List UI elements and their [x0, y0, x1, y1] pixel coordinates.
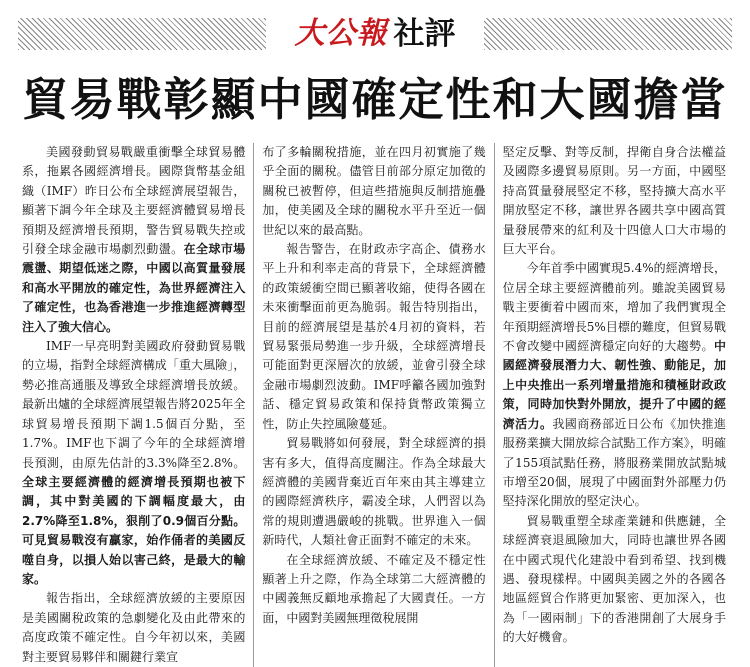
text-run: 貿易戰將如何發展，對全球經濟的損害有多大，值得高度關注。作為全球最大經濟體的美國背棄近百年來由其主導建立的國際經濟秩序，霸凌全球，人們習以為常的規則遭遇嚴峻的挑戰。世界進入一個新時代，人類社會正面對不確定的未來。 — [262, 436, 486, 548]
article-column-2 — [253, 143, 493, 667]
text-run: 我國商務部近日公布《加快推進服務業擴大開放綜合試點工作方案》，明確了155項試點任務，將服務業開放試點城市增至20個，展現了中國面對外部壓力仍堅持深化開放的堅定決心。 — [502, 416, 726, 509]
article-column-3 — [494, 143, 734, 667]
article-body — [14, 143, 734, 667]
text-run: 在全球經濟放緩、不確定及不穩定性顯著上升之際，作為全球第二大經濟體的中國義無反顧地承擔起了大國責任。一方面，中國對美國無理徵稅展開 — [262, 552, 486, 625]
paragraph — [503, 259, 726, 511]
text-run: 今年首季中國實現5.4%的經濟增長，位居全球主要經濟體前列。雖說美國貿易戰主要衝着中國而來，增加了我們實現全年預期經濟增長5%目標的難度，但貿易戰不會改變中國經濟穩定向好的大趨勢。 — [502, 261, 726, 354]
paragraph — [22, 337, 245, 589]
paragraph — [22, 589, 245, 667]
text-run: IMF一早亮明對美國政府發動貿易戰的立場，指對全球經濟構成「重大風險」，勢必推高通脹及導致全球經濟增長放緩。最新出爐的全球經濟展望報告將2025年全球貿易增長預期下調1.5個百分點，至1.7%。IMF也下調了今年的全球經濟增長預測，由原先估計的3.3%降至2.8%。 — [22, 339, 246, 470]
paragraph — [22, 143, 245, 337]
newspaper-logo: 大公報 — [294, 16, 388, 51]
text-run: 貿易戰重塑全球產業鏈和供應鏈，全球經濟衰退風險加大，同時也讓世界各國在中國式現代化建設中看到希望、找到機遇、發現樣桿。中國與美國之外的各國各地區經貿合作將更加緊密、更加深入，也為「一國兩制」下的香港開創了大展身手的大好機會。 — [502, 513, 726, 645]
paragraph — [503, 143, 726, 259]
bold-text-run: 中國經濟發展潛力大、韌性強、動能足，加上中央推出一系列增量措施和積極財政政策，同時加快對外開放，提升了中國的經濟活力。 — [502, 339, 726, 431]
paragraph — [262, 143, 485, 240]
bold-text-run: 在全球市場震盪、期望低迷之際，中國以高質量發展和高水平開放的確定性，為世界經濟注入了確定性，也為香港進一步推進經濟轉型注入了強大信心。 — [22, 242, 246, 334]
section-title: 社評 — [393, 16, 456, 52]
paragraph — [262, 240, 485, 434]
article-headline: 貿易戰彰顯中國確定性和大國擔當 — [22, 73, 728, 126]
editorial-masthead — [18, 12, 732, 56]
article-column-1 — [14, 143, 253, 667]
text-run: 報告警告，在財政赤字高企、債務水平上升和利率走高的背景下，全球經濟體的政策緩衝空間已顯著收縮，使得各國在未來衝擊面前更為脆弱。報告特別指出，目前的經濟展望是基於4月初的資料，若貿易緊張局勢進一步升級，全球經濟增長可能面對更深層次的放緩，並會引發全球金融市場劇烈波動。IMF呼籲各國加強對話、穩定貿易政策和保持貨幣政策獨立性，防止失控風險蔓延。 — [262, 242, 486, 431]
paragraph — [503, 512, 726, 648]
paragraph — [262, 551, 485, 629]
text-run: 美國發動貿易戰嚴重衝擊全球貿易體系，拖累各國經濟增長。國際貨幣基金組織（IMF）昨日公布全球經濟展望報告，顯著下調今年全球及主要經濟體貿易增長預期及經濟增長預期，警告貿易戰失控或引發全球金融市場劇烈動盪。 — [22, 145, 246, 257]
bold-text-run: 全球主要經濟體的經濟增長預期也被下調，其中對美國的下調幅度最大，由2.7%降至1.8%，狠削了0.9個百分點。可見貿易戰沒有贏家，始作俑者的美國反噬自身，以損人始以害己終，是最大的輸家。 — [22, 474, 246, 586]
masthead-brand — [268, 12, 482, 56]
text-run: 報告指出，全球經濟放緩的主要原因是美國關稅政策的急劇變化及由此帶來的高度政策不確定性。自今年初以來，美國對主要貿易夥伴和關鍵行業宣 — [22, 591, 246, 664]
paragraph — [262, 434, 485, 550]
masthead-hatch-left — [18, 18, 266, 50]
text-run: 堅定反擊、對等反制，捍衛自身合法權益及國際多邊貿易原則。另一方面，中國堅持高質量發展堅定不移，堅持擴大高水平開放堅定不移，讓世界各國共享中國高質量發展帶來的紅利及十四億人口大市場的巨大平台。 — [502, 145, 726, 257]
masthead-hatch-right — [484, 18, 732, 50]
text-run: 布了多輪關稅措施，並在四月初實施了幾乎全面的關稅。儘管目前部分原定加徵的關稅已被暫停，但這些措施與反制措施疊加，使美國及全球的關稅水平升至近一個世紀以來的最高點。 — [262, 145, 486, 237]
